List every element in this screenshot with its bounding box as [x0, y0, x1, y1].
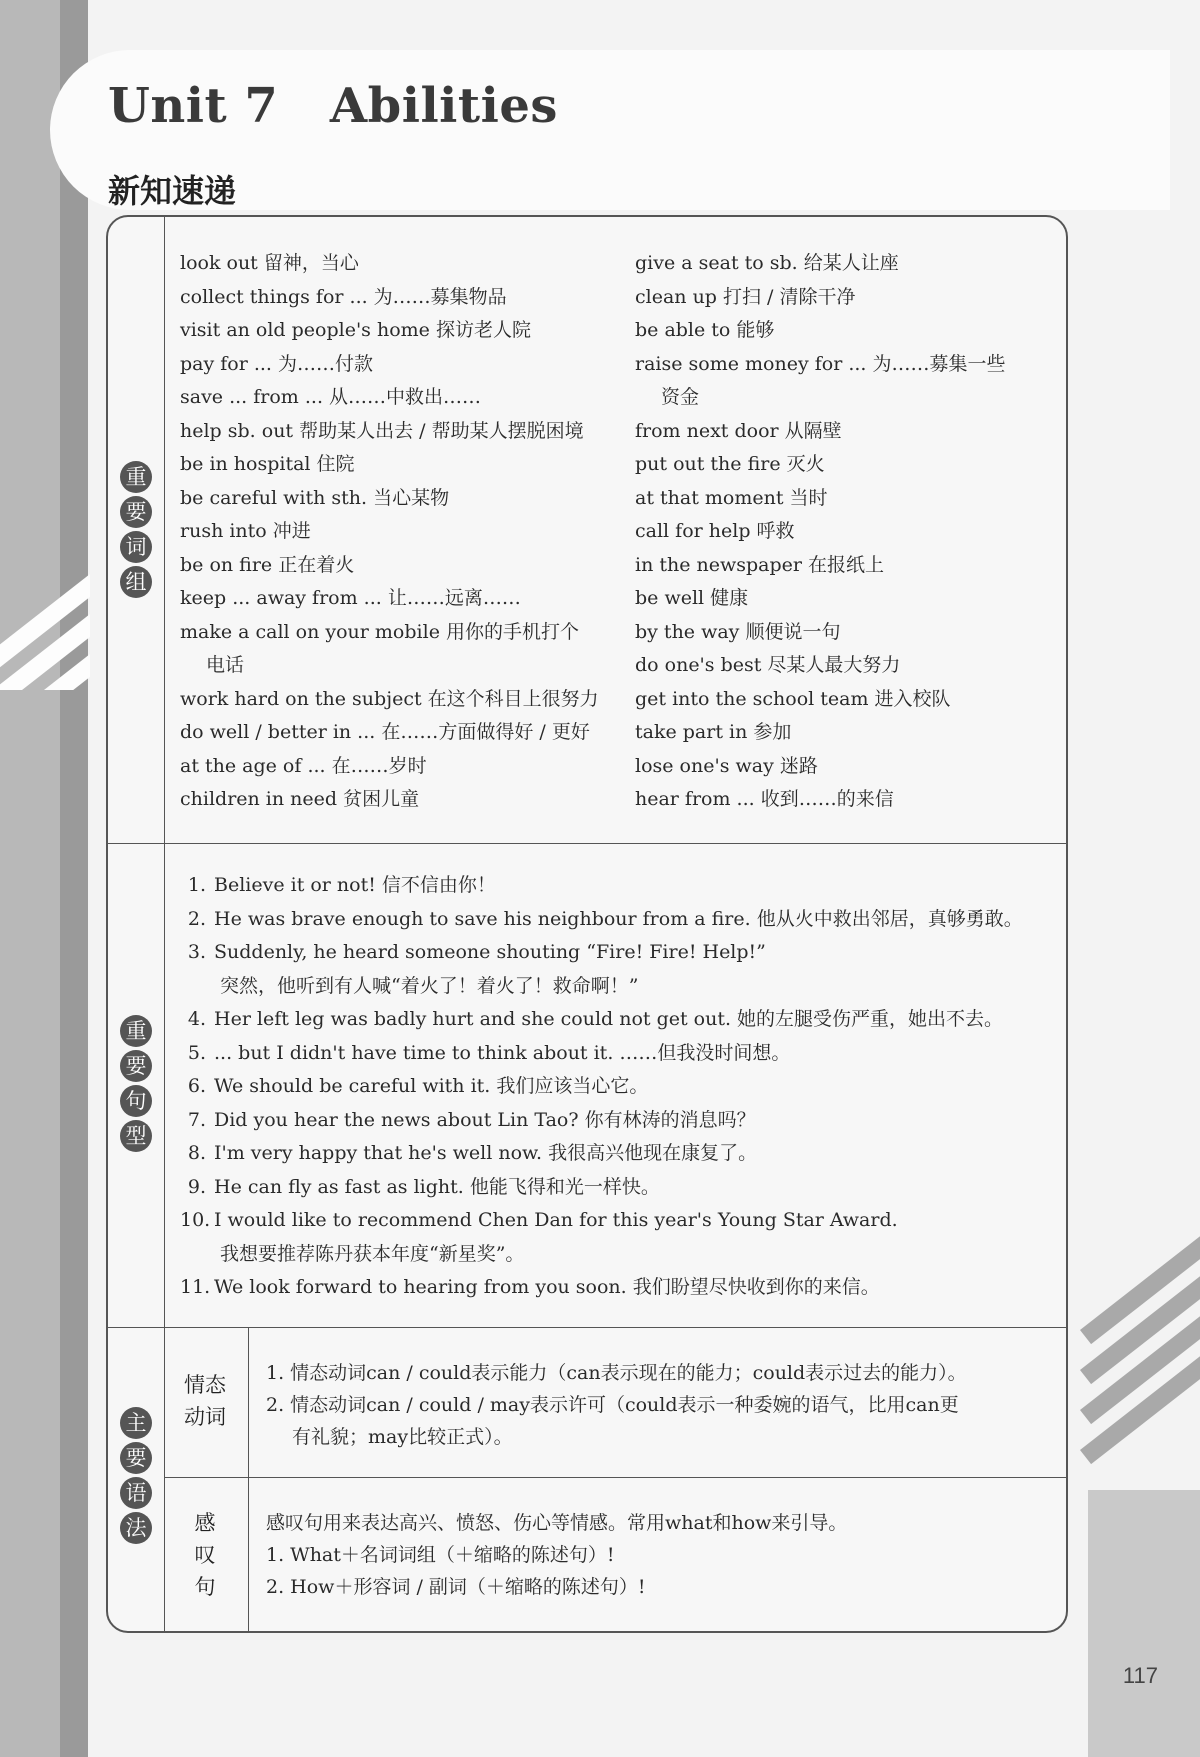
list-item: save ... from ... 从……中救出…… — [180, 386, 482, 408]
sentence-item: 4. Her left leg was badly hurt and she could not get out. 她的左腿受伤严重，她出不去。 — [187, 1008, 1004, 1030]
list-item: by the way 顺便说一句 — [635, 620, 841, 643]
list-item: get into the school team 进入校队 — [635, 687, 951, 710]
table-column-divider — [164, 217, 165, 1631]
list-item: take part in 参加 — [635, 721, 792, 743]
modal-verbs-text: 1. 情态动词can / could表示能力（can表示现在的能力；could表示过去的能力）。 2. 情态动词can / could / may表示许可（could表示一种委婉的语气，比用can更 有礼貌；may比较正式）。 — [266, 1362, 967, 1448]
list-item: make a call on your mobile 用你的手机打个 — [180, 620, 579, 643]
sentences-badge: 重 要 句 型 — [120, 1015, 154, 1155]
sentences-section — [180, 869, 1060, 1305]
list-item: help sb. out 帮助某人出去 / 帮助某人摆脱困境 — [180, 419, 584, 442]
sentence-item: 5. ... but I didn't have time to think about it. ……但我没时间想。 — [187, 1041, 791, 1064]
modal-verbs-label: 情态 动词 — [184, 1373, 226, 1429]
list-item: raise some money for ... 为……募集一些 — [635, 352, 1006, 375]
sentence-item: 3. Suddenly, he heard someone shouting “Fire! Fire! Help!” — [187, 941, 766, 963]
list-item: from next door 从隔壁 — [635, 419, 842, 442]
list-item: visit an old people's home 探访老人院 — [180, 319, 531, 341]
sentence-item: 1. Believe it or not! 信不信由你！ — [187, 874, 496, 896]
table-row-divider — [108, 1327, 1066, 1328]
decorative-stripes-left — [0, 470, 90, 690]
sentence-item: 10. I would like to recommend Chen Dan for this year's Young Star Award. — [180, 1209, 898, 1231]
list-item: at the age of ... 在……岁时 — [180, 754, 427, 777]
sentence-item-continued: 我想要推荐陈丹获本年度“新星奖”。 — [220, 1242, 525, 1265]
grammar-badge: 主 要 语 法 — [120, 1407, 154, 1547]
list-item: rush into 冲进 — [180, 520, 311, 542]
sentence-item-continued: 突然，他听到有人喊“着火了！着火了！救命啊！” — [220, 974, 639, 997]
list-item: put out the fire 灭火 — [635, 453, 825, 475]
grammar-row-divider — [164, 1477, 1066, 1478]
list-item: be on fire 正在着火 — [180, 553, 355, 576]
list-item: be able to 能够 — [635, 319, 775, 341]
list-item: in the newspaper 在报纸上 — [635, 553, 885, 576]
list-item: be careful with sth. 当心某物 — [180, 486, 450, 509]
list-item: do well / better in ... 在……方面做得好 / 更好 — [180, 721, 590, 743]
list-item: clean up 打扫 / 清除干净 — [635, 285, 856, 308]
table-row-divider — [108, 843, 1066, 844]
phrases-right-column — [635, 247, 1075, 817]
decorative-stripes-right — [1080, 1170, 1200, 1490]
content-table — [106, 215, 1068, 1633]
sentence-item: 9. He can fly as fast as light. 他能飞得和光一样快。 — [187, 1175, 660, 1198]
list-item: look out 留神，当心 — [180, 252, 359, 274]
list-item-continued: 电话 — [206, 654, 245, 676]
list-item: collect things for ... 为……募集物品 — [180, 285, 507, 308]
sentence-item: 7. Did you hear the news about Lin Tao? 你有林涛的消息吗？ — [187, 1108, 756, 1131]
page-number: 117 — [1122, 1663, 1158, 1688]
list-item: hear from ... 收到……的来信 — [635, 788, 894, 810]
list-item: call for help 呼救 — [635, 520, 795, 542]
phrases-badge: 重 要 词 组 — [120, 461, 154, 601]
list-item: be well 健康 — [635, 587, 749, 609]
exclamation-label: 感 叹 句 — [194, 1511, 216, 1599]
left-page-strip-inner — [0, 0, 60, 1757]
grammar-column-divider — [248, 1327, 249, 1633]
sentence-item: 2. He was brave enough to save his neighbour from a fire. 他从火中救出邻居，真够勇敢。 — [187, 907, 1023, 930]
exclamation-text: 感叹句用来表达高兴、愤怒、伤心等情感。常用what和how来引导。 1. What＋名词词组（＋缩略的陈述句）! 2. How＋形容词 / 副词（＋缩略的陈述句）! — [266, 1512, 848, 1598]
right-page-strip — [1088, 1490, 1200, 1757]
list-item: be in hospital 住院 — [180, 453, 355, 475]
list-item: pay for ... 为……付款 — [180, 352, 374, 375]
list-item: children in need 贫困儿童 — [180, 788, 420, 810]
list-item: do one's best 尽某人最大努力 — [635, 654, 901, 676]
list-item: work hard on the subject 在这个科目上很努力 — [180, 687, 599, 710]
sentence-item: 11. We look forward to hearing from you soon. 我们盼望尽快收到你的来信。 — [180, 1276, 880, 1298]
sentence-item: 6. We should be careful with it. 我们应该当心它。 — [187, 1075, 649, 1097]
list-item: lose one's way 迷路 — [635, 754, 818, 777]
list-item: keep ... away from ... 让……远离…… — [180, 587, 521, 609]
section-title: 新知速递 — [108, 172, 237, 210]
list-item: at that moment 当时 — [635, 486, 828, 509]
unit-title: Unit 7 Abilities — [108, 78, 558, 134]
sentence-item: 8. I'm very happy that he's well now. 我很高兴他现在康复了。 — [187, 1142, 758, 1164]
list-item-continued: 资金 — [661, 386, 700, 408]
list-item: give a seat to sb. 给某人让座 — [635, 252, 899, 274]
phrases-left-column — [180, 247, 620, 817]
